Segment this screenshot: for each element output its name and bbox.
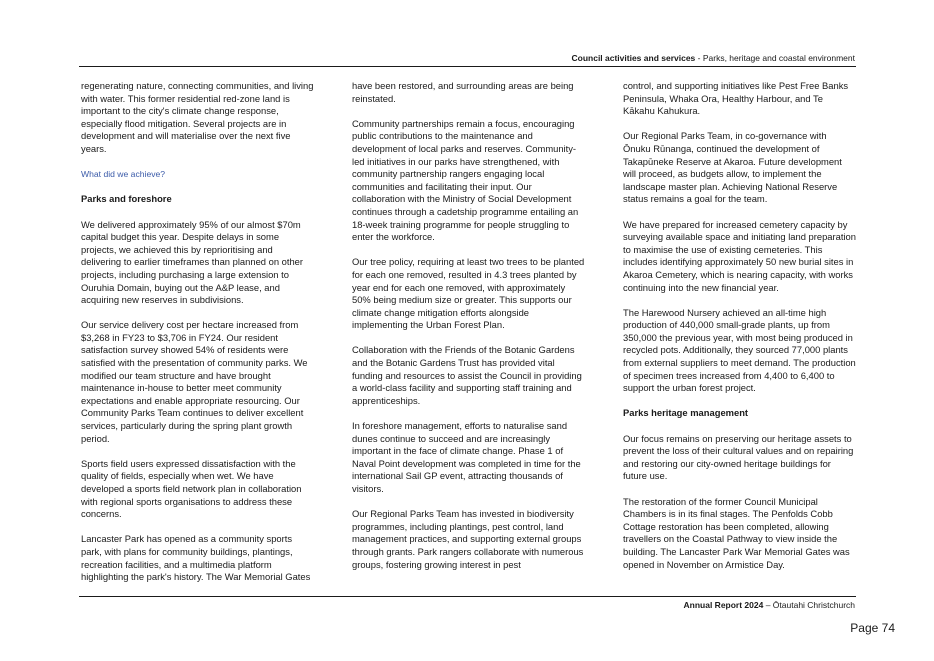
- header-separator: -: [695, 53, 703, 63]
- paragraph: The restoration of the former Council Municipal Chambers is in its final stages. The Penfolds Cobb Cottage restoration has been completed, allowing travellers on the Coastal Pathway to view inside the building. The Lancaster Park War Memorial Gates was opened in November on Armistice Day.: [623, 495, 850, 570]
- paragraph: In foreshore management, efforts to naturalise sand dunes continue to succeed and are increasingly important in the face of climate change. Phase 1 of Naval Point development was completed in time for the international Sail GP event, attracting thousands of visitors.: [352, 420, 581, 494]
- paragraph: Our Regional Parks Team, in co-governance with Ōnuku Rūnanga, continued the development of Takapūneke Reserve at Akaroa. Future development will proceed, as budgets allow, to implement the landscape master plan. Achieving National Reserve status remains a goal for the team.: [623, 130, 842, 205]
- header-subsection: Parks, heritage and coastal environment: [702, 53, 855, 63]
- paragraph: The Harewood Nursery achieved an all-time high production of 440,000 small-grade plants, up from 350,000 the previous year, with most being produced in recycled pots. Additionally, they sourced 77,000 plants from external suppliers to meet demand. The production of specimen trees increased from 4,400 to 6,400 to support the urban forest project.: [623, 306, 856, 394]
- header-rule: [79, 66, 856, 67]
- paragraph: Sports field users expressed dissatisfaction with the quality of fields, especially when wet. We have developed a sports field network plan in collaboration with regional sports organisations to address these concerns.: [81, 457, 302, 520]
- paragraph: control, and supporting initiatives like Pest Free Banks Peninsula, Whaka Ora, Healthy Harbour, and Te Kākahu Kahukura.: [623, 80, 849, 117]
- paragraph: regenerating nature, connecting communities, and living with water. This former residential red-zone land is important to the city's climate change response, especially flood mitigation. Several projects are in development and will materialise over the next five years.: [81, 80, 314, 154]
- header-section: Council activities and services: [571, 53, 696, 63]
- paragraph: Our tree policy, requiring at least two trees to be planted for each one removed, resulted in 4.3 trees planted by year end for each one removed, with approximately 50% being medium size or greater. This supports our climate change mitigation efforts alongside implementing the Urban Forest Plan.: [352, 256, 585, 331]
- running-header: [572, 53, 856, 63]
- footer-rule: [79, 596, 856, 597]
- paragraph: We delivered approximately 95% of our almost $70m capital budget this year. Despite delays in some projects, we achieved this by reprioritising and delivering to earlier timeframes than planned on other projects, including purchasing a large extension to Ouruhia Domain, buying out the A&P lease, and acquiring new reserves in subdivisions.: [81, 218, 304, 306]
- paragraph: Our service delivery cost per hectare increased from $3,268 in FY23 to $3,706 in FY24. Our resident satisfaction survey showed 54% of residents were satisfied with the presentation of community parks. We modified our team structure and have brought maintenance in-house to better meet community expectations and enable appropriate resourcing. Our Community Parks Team continues to deliver excellent services, particularly during the spring plant growth period.: [81, 319, 308, 444]
- paragraph: Lancaster Park has opened as a community sports park, with plans for community buildings, plantings, recreation facilities, and a multimedia platform highlighting the park's history. The War Memorial Gates: [81, 533, 311, 583]
- subheading: What did we achieve?: [81, 169, 166, 180]
- running-footer: [684, 600, 855, 610]
- section-heading: Parks heritage management: [623, 407, 749, 419]
- paragraph: We have prepared for increased cemetery capacity by surveying available space and initiating land preparation to maximise the use of existing cemeteries. This includes identifying approximately 50 new burial sites in Akaroa Cemetery, which is nearing capacity, with works continuing into the new financial year.: [623, 218, 856, 293]
- footer-separator: –: [763, 600, 773, 610]
- paragraph: have been restored, and surrounding areas are being reinstated.: [352, 80, 574, 104]
- footer-title: Annual Report 2024: [683, 600, 764, 610]
- paragraph: Community partnerships remain a focus, encouraging public contributions to the maintenance and development of local parks and reserves. Community-led initiatives in our parks have strengthened, with community partnership rangers engaging local communities and facilitating their input. Our collaboration with the Ministry of Social Development continues through a cadetship programme entailing an 18-week training programme for people struggling to enter the workforce.: [352, 117, 579, 243]
- text-column-1: [81, 80, 314, 596]
- paragraph: Our Regional Parks Team has invested in biodiversity programmes, including plantings, pest control, land management practices, and supporting external groups through grants. Park rangers collaborate with numerous groups, fostering growing interest in pest: [352, 508, 584, 570]
- footer-org: Ōtautahi Christchurch: [772, 600, 855, 610]
- paragraph: Our focus remains on preserving our heritage assets to prevent the loss of their cultural values and on repairing and restoring our city-owned heritage buildings for future use.: [623, 432, 854, 482]
- text-column-2: [352, 80, 585, 584]
- text-column-3: [623, 80, 856, 584]
- paragraph: Collaboration with the Friends of the Botanic Gardens and the Botanic Gardens Trust has provided vital funding and resources to assist the Council in providing a world-class facility and supporting staff training and apprenticeships.: [352, 344, 582, 406]
- section-heading: Parks and foreshore: [81, 193, 172, 205]
- page-number: Page 74: [850, 621, 895, 635]
